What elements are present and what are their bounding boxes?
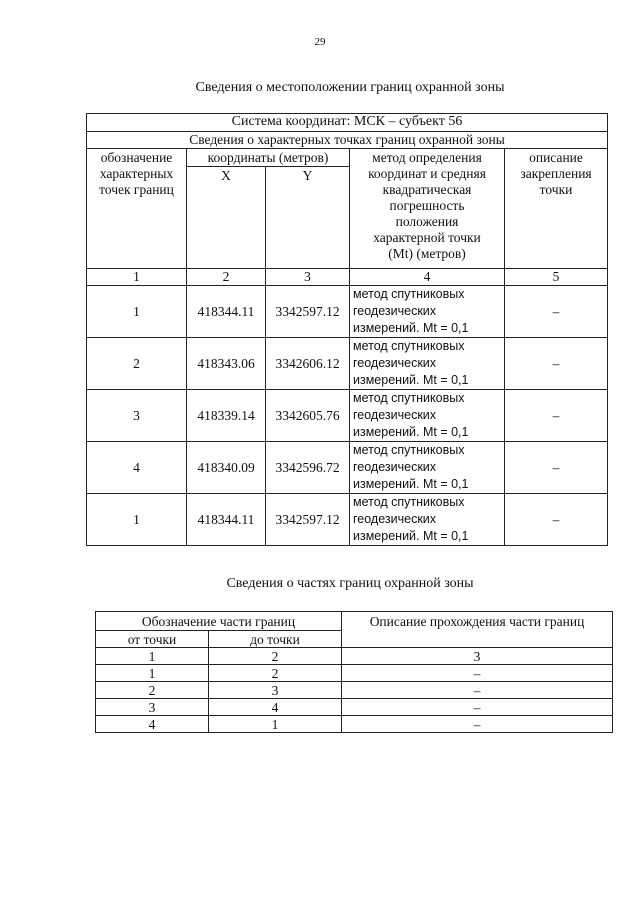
method-cell	[350, 494, 505, 546]
method-line: измерений. Mt = 0,1	[353, 529, 469, 543]
column-number: 1	[96, 648, 209, 665]
header-y: Y	[266, 167, 350, 269]
header-coordinates: координаты (метров)	[187, 149, 350, 167]
y-cell: 3342597.12	[266, 286, 350, 338]
column-number: 2	[187, 269, 266, 286]
table-row	[96, 665, 613, 682]
x-cell: 418339.14	[187, 390, 266, 442]
method-cell	[350, 286, 505, 338]
table-row	[96, 699, 613, 716]
y-cell: 3342596.72	[266, 442, 350, 494]
fixing-cell: –	[505, 338, 608, 390]
table-row	[87, 338, 608, 390]
subtitle-row	[87, 132, 608, 149]
desc-cell: –	[342, 716, 613, 733]
column-number: 5	[505, 269, 608, 286]
method-cell	[350, 442, 505, 494]
header-line: описание	[529, 150, 583, 165]
header-row-1	[87, 149, 608, 167]
column-numbers-row	[87, 269, 608, 286]
method-line: геодезических	[353, 408, 437, 422]
column-number: 3	[266, 269, 350, 286]
header-description: Описание прохождения части границ	[342, 612, 613, 648]
y-cell: 3342597.12	[266, 494, 350, 546]
header-line: закрепления	[520, 166, 592, 181]
method-line: метод спутниковых	[353, 287, 465, 301]
page-number: 29	[314, 36, 326, 48]
column-number: 2	[209, 648, 342, 665]
from-cell: 3	[96, 699, 209, 716]
method-cell	[350, 338, 505, 390]
fixing-cell: –	[505, 442, 608, 494]
method-line: метод спутниковых	[353, 391, 465, 405]
method-line: геодезических	[353, 356, 437, 370]
header-line: обозначение	[100, 150, 173, 165]
from-cell: 2	[96, 682, 209, 699]
boundary-parts-table	[95, 611, 613, 733]
method-line: метод спутниковых	[353, 443, 465, 457]
header-line: характерных	[99, 166, 174, 181]
header-line: координат и средняя	[368, 166, 486, 181]
header-line: погрешность	[389, 198, 465, 213]
header-part-designation: Обозначение части границ	[96, 612, 342, 631]
header-line: характерной точки	[373, 230, 481, 245]
header-line: квадратическая	[382, 182, 472, 197]
table-row	[96, 716, 613, 733]
from-cell: 4	[96, 716, 209, 733]
header-fixing	[505, 149, 608, 269]
fixing-cell: –	[505, 390, 608, 442]
point-cell: 4	[87, 442, 187, 494]
column-number: 4	[350, 269, 505, 286]
method-cell	[350, 390, 505, 442]
to-cell: 3	[209, 682, 342, 699]
boundary-points-table	[86, 113, 608, 546]
to-cell: 1	[209, 716, 342, 733]
header-line: положения	[395, 214, 459, 229]
method-line: геодезических	[353, 304, 437, 318]
section-title-boundary-parts: Сведения о частях границ охранной зоны	[226, 576, 474, 591]
x-cell: 418344.11	[187, 286, 266, 338]
x-cell: 418340.09	[187, 442, 266, 494]
header-line: точки	[539, 182, 573, 197]
column-number: 1	[87, 269, 187, 286]
header-method	[350, 149, 505, 269]
method-line: измерений. Mt = 0,1	[353, 477, 469, 491]
coord-system-row	[87, 114, 608, 132]
desc-cell: –	[342, 699, 613, 716]
method-line: измерений. Mt = 0,1	[353, 321, 469, 335]
parts-header-row-1	[96, 612, 613, 631]
point-cell: 1	[87, 286, 187, 338]
method-line: метод спутниковых	[353, 339, 465, 353]
table-row	[87, 494, 608, 546]
table-row	[87, 390, 608, 442]
header-from-point: от точки	[96, 631, 209, 648]
from-cell: 1	[96, 665, 209, 682]
y-cell: 3342605.76	[266, 390, 350, 442]
method-line: измерений. Mt = 0,1	[353, 373, 469, 387]
method-line: метод спутниковых	[353, 495, 465, 509]
desc-cell: –	[342, 682, 613, 699]
header-line: точек границ	[99, 182, 174, 197]
table-row	[87, 442, 608, 494]
fixing-cell: –	[505, 494, 608, 546]
method-line: геодезических	[353, 512, 437, 526]
to-cell: 2	[209, 665, 342, 682]
header-to-point: до точки	[209, 631, 342, 648]
header-line: (Mt) (метров)	[388, 246, 466, 261]
header-x: X	[187, 167, 266, 269]
section-title-boundary-location: Сведения о местоположении границ охранной зоны	[195, 80, 505, 95]
method-line: геодезических	[353, 460, 437, 474]
coord-system-cell: Система координат: МСК – субъект 56	[87, 114, 608, 132]
point-cell: 2	[87, 338, 187, 390]
fixing-cell: –	[505, 286, 608, 338]
y-cell: 3342606.12	[266, 338, 350, 390]
subtitle-cell: Сведения о характерных точках границ охранной зоны	[87, 132, 608, 149]
x-cell: 418343.06	[187, 338, 266, 390]
parts-column-numbers-row	[96, 648, 613, 665]
point-cell: 1	[87, 494, 187, 546]
header-point-designation	[87, 149, 187, 269]
table-row	[96, 682, 613, 699]
method-line: измерений. Mt = 0,1	[353, 425, 469, 439]
to-cell: 4	[209, 699, 342, 716]
header-line: метод определения	[372, 150, 482, 165]
column-number: 3	[342, 648, 613, 665]
table-row	[87, 286, 608, 338]
point-cell: 3	[87, 390, 187, 442]
desc-cell: –	[342, 665, 613, 682]
x-cell: 418344.11	[187, 494, 266, 546]
